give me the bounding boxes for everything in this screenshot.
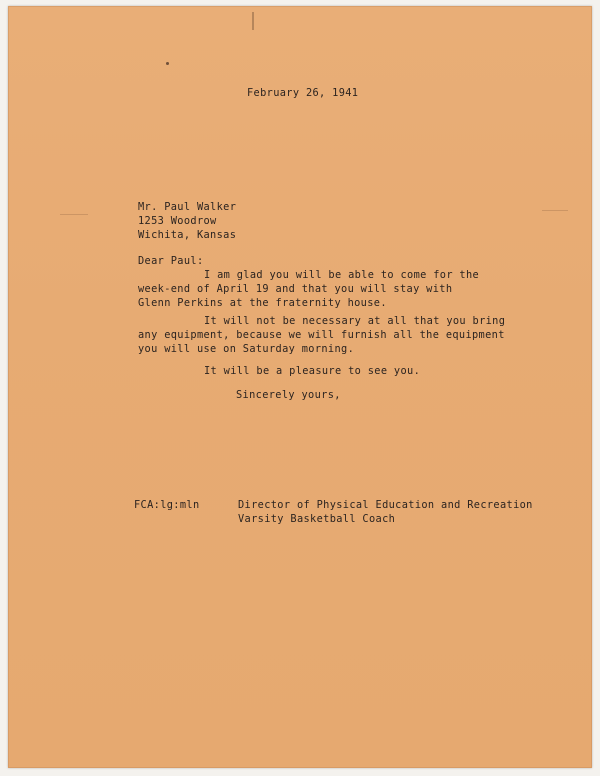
closing: Sincerely yours, <box>236 389 341 401</box>
letter-date: February 26, 1941 <box>247 87 359 99</box>
recipient-name: Mr. Paul Walker <box>138 201 237 213</box>
recipient-city: Wichita, Kansas <box>138 229 237 241</box>
paragraph2-line1: It will not be necessary at all that you bring <box>204 315 506 327</box>
paragraph2-line2: any equipment, because we will furnish all the equipment <box>138 329 505 341</box>
paragraph1-line2: week-end of April 19 and that you will stay with <box>138 283 453 295</box>
paragraph1-line1: I am glad you will be able to come for the <box>204 269 480 281</box>
signature-title-line2: Varsity Basketball Coach <box>238 513 396 525</box>
paragraph1-line3: Glenn Perkins at the fraternity house. <box>138 297 387 309</box>
pencil-mark-top <box>252 12 254 30</box>
signature-title-line1: Director of Physical Education and Recreation <box>238 499 533 511</box>
dot-mark <box>166 62 169 65</box>
reference-initials: FCA:lg:mln <box>134 499 200 511</box>
paragraph3: It will be a pleasure to see you. <box>204 365 421 377</box>
paragraph2-line3: you will use on Saturday morning. <box>138 343 355 355</box>
recipient-street: 1253 Woodrow <box>138 215 217 227</box>
salutation: Dear Paul: <box>138 255 204 267</box>
letter-page <box>8 6 592 768</box>
margin-tick-right <box>542 210 568 211</box>
margin-tick-left <box>60 214 88 215</box>
